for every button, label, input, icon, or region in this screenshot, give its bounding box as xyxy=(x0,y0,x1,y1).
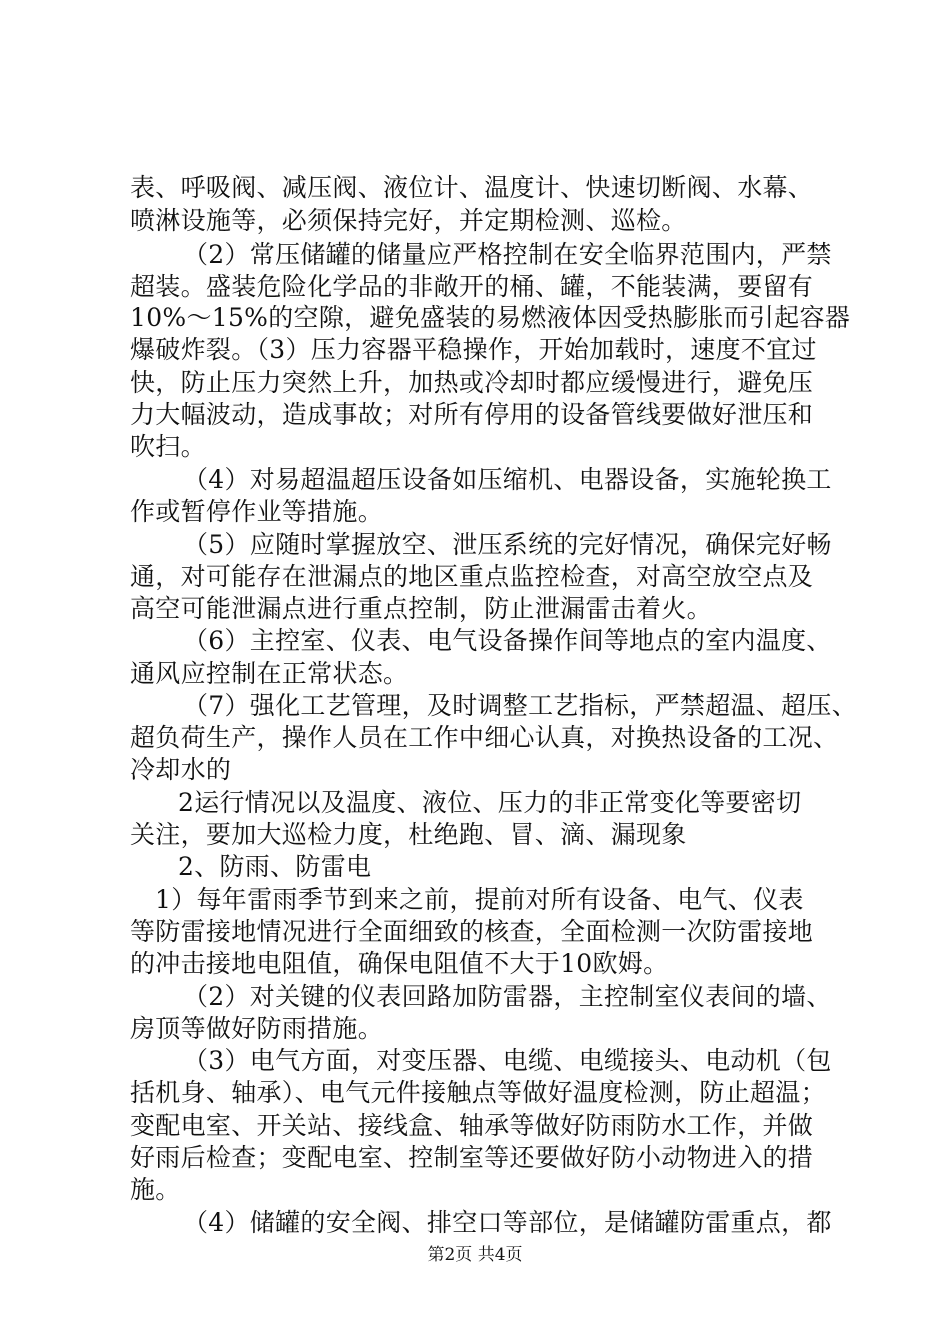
text-line: （2）对关键的仪表回路加防雷器，主控制室仪表间的墙、 xyxy=(183,982,832,1011)
page-number-footer: 第2页 共4页 xyxy=(427,1245,523,1265)
text-line: 关注，要加大巡检力度，杜绝跑、冒、滴、漏现象 xyxy=(130,820,687,849)
text-line: 吹扫。 xyxy=(130,432,206,461)
text-line: 通风应控制在正常状态。 xyxy=(130,659,409,688)
text-line: 施。 xyxy=(130,1175,181,1204)
text-line: 括机身、轴承）、电气元件接触点等做好温度检测，防止超温； xyxy=(130,1078,826,1107)
text-line: （5）应随时掌握放空、泄压系统的完好情况，确保完好畅 xyxy=(183,530,832,559)
text-line: （3）电气方面，对变压器、电缆、电缆接头、电动机（包 xyxy=(183,1046,832,1075)
text-line: 高空可能泄漏点进行重点控制，防止泄漏雷击着火。 xyxy=(130,594,712,623)
text-line: 超装。盛装危险化学品的非敞开的桶、罐，不能装满，要留有 xyxy=(130,272,814,301)
text-line: 10%～15%的空隙，避免盛装的易燃液体因受热膨胀而引起容器 xyxy=(130,303,851,332)
text-line: 超负荷生产，操作人员在工作中细心认真，对换热设备的工况、 xyxy=(130,723,839,752)
text-line: 快，防止压力突然上升，加热或冷却时都应缓慢进行，避免压 xyxy=(130,368,814,397)
text-line: 2运行情况以及温度、液位、压力的非正常变化等要密切 xyxy=(178,788,802,817)
text-line: 冷却水的 xyxy=(130,755,232,784)
text-line: （6）主控室、仪表、电气设备操作间等地点的室内温度、 xyxy=(183,626,832,655)
text-line: 的冲击接地电阻值，确保电阻值不大于10欧姆。 xyxy=(130,949,669,978)
text-line: （4）储罐的安全阀、排空口等部位，是储罐防雷重点，都 xyxy=(183,1208,832,1237)
text-line: 爆破炸裂。（3）压力容器平稳操作，开始加载时，速度不宜过 xyxy=(130,335,817,364)
text-line: 房顶等做好防雨措施。 xyxy=(130,1014,384,1043)
text-line: 变配电室、开关站、接线盒、轴承等做好防雨防水工作，并做 xyxy=(130,1111,814,1140)
text-line: （2）常压储罐的储量应严格控制在安全临界范围内，严禁 xyxy=(183,240,832,269)
section-heading: 2、防雨、防雷电 xyxy=(178,852,372,881)
text-line: 作或暂停作业等措施。 xyxy=(130,497,384,526)
text-line: （4）对易超温超压设备如压缩机、电器设备，实施轮换工 xyxy=(183,465,832,494)
text-line: 1）每年雷雨季节到来之前，提前对所有设备、电气、仪表 xyxy=(155,885,804,914)
text-line: 好雨后检查；变配电室、控制室等还要做好防小动物进入的措 xyxy=(130,1143,814,1172)
text-line: 喷淋设施等，必须保持完好，并定期检测、巡检。 xyxy=(130,206,687,235)
text-line: （7）强化工艺管理，及时调整工艺指标，严禁超温、超压、 xyxy=(183,691,858,720)
text-line: 等防雷接地情况进行全面细致的核查，全面检测一次防雷接地 xyxy=(130,917,814,946)
text-line: 通，对可能存在泄漏点的地区重点监控检查，对高空放空点及 xyxy=(130,562,814,591)
text-line: 表、呼吸阀、减压阀、液位计、温度计、快速切断阀、水幕、 xyxy=(130,173,814,202)
text-line: 力大幅波动，造成事故；对所有停用的设备管线要做好泄压和 xyxy=(130,400,814,429)
